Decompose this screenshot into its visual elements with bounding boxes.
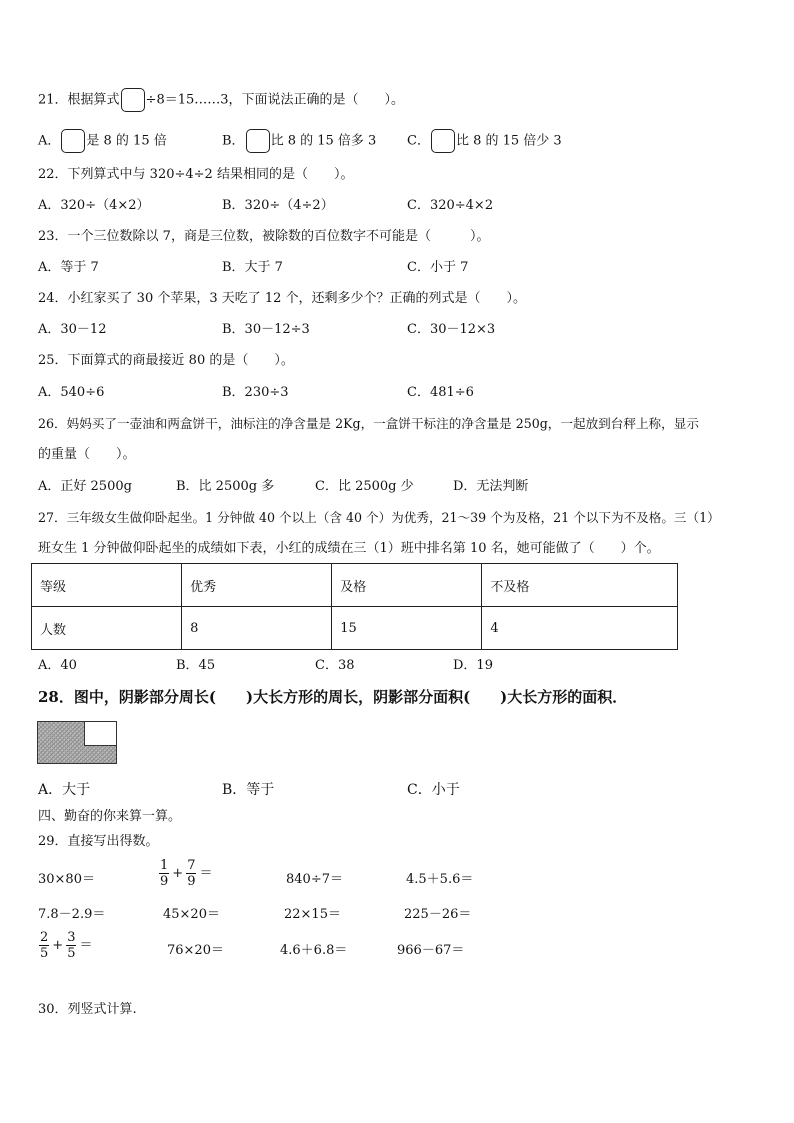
table-cell: 优秀 <box>182 564 332 607</box>
q28-option-a[interactable]: A．大于 <box>38 782 91 798</box>
fraction: $\frac{3}{5}$ <box>67 930 76 961</box>
q24-option-c[interactable]: C．30－12×3 <box>407 322 496 337</box>
table-cell: 15 <box>332 607 482 650</box>
q26-stem-line1: 26．妈妈买了一壶油和两盒饼干，油标注的净含量是 2Kg，一盒饼干标注的净含量是 250g，一起放到台秤上称，显示 <box>38 416 699 431</box>
table-row <box>32 607 678 650</box>
q26-option-c[interactable]: C．比 2500g 少 <box>315 479 414 494</box>
q28-option-c[interactable]: C．小于 <box>407 782 460 798</box>
table-cell: 等级 <box>32 564 182 607</box>
q24-stem: 24．小红家买了 30 个苹果，3 天吃了 12 个，还剩多少个？正确的列式是（ ）。 <box>38 291 527 306</box>
q27-option-c[interactable]: C．38 <box>315 658 355 673</box>
q21-option-a[interactable]: A． 是 8 的 15 倍 <box>38 129 167 153</box>
q26-stem-line2: 的重量（ ）。 <box>38 447 136 462</box>
calc-item: 7.8－2.9＝ <box>38 907 106 922</box>
q25-option-a[interactable]: A．540÷6 <box>38 385 105 400</box>
q28-stem: 28．图中，阴影部分周长( )大长方形的周长，阴影部分面积( )大长方形的面积． <box>38 688 628 706</box>
q23-option-a[interactable]: A．等于 7 <box>38 260 99 275</box>
answer-box <box>246 129 270 153</box>
q29-stem: 29．直接写出得数。 <box>38 834 159 849</box>
calc-item: 76×20＝ <box>167 943 224 958</box>
q22-option-c[interactable]: C．320÷4×2 <box>407 198 494 213</box>
q26-option-b[interactable]: B．比 2500g 多 <box>176 479 275 494</box>
q24-option-a[interactable]: A．30－12 <box>38 322 107 337</box>
q22-option-a[interactable]: A．320÷（4×2） <box>38 198 150 213</box>
calc-item: 22×15＝ <box>284 907 341 922</box>
table-cell: 人数 <box>32 607 182 650</box>
q26-option-a[interactable]: A．正好 2500g <box>38 479 132 494</box>
q28-option-b[interactable]: B．等于 <box>222 782 275 798</box>
q23-stem: 23．一个三位数除以 7，商是三位数，被除数的百位数字不可能是（ ）。 <box>38 229 490 244</box>
calc-item: 45×20＝ <box>163 907 220 922</box>
q22-stem: 22．下列算式中与 320÷4÷2 结果相同的是（ ）。 <box>38 167 354 182</box>
q27-option-a[interactable]: A．40 <box>38 658 77 673</box>
answer-box <box>61 129 85 153</box>
q22-option-b[interactable]: B．320÷（4÷2） <box>222 198 334 213</box>
q27-stem-line2: 班女生 1 分钟做仰卧起坐的成绩如下表，小红的成绩在三（1）班中排名第 10 名，她可能做了（ ）个。 <box>38 541 660 556</box>
q24-option-b[interactable]: B．30－12÷3 <box>222 322 310 337</box>
q25-option-b[interactable]: B．230÷3 <box>222 385 289 400</box>
q27-option-b[interactable]: B．45 <box>176 658 216 673</box>
answer-box <box>121 88 145 112</box>
answer-box <box>431 129 455 153</box>
q27-stem-line1: 27．三年级女生做仰卧起坐。1 分钟做 40 个以上（含 40 个）为优秀，21～39 个为及格，21 个以下为不及格。三（1） <box>38 510 720 525</box>
q23-option-b[interactable]: B．大于 7 <box>222 260 283 275</box>
calc-item: 966－67＝ <box>397 943 465 958</box>
q26-option-d[interactable]: D．无法判断 <box>453 479 529 494</box>
q27-option-d[interactable]: D．19 <box>453 658 493 673</box>
table-cell: 4 <box>482 607 678 650</box>
q25-option-c[interactable]: C．481÷6 <box>407 385 474 400</box>
section-heading: 四、勤奋的你来算一算。 <box>38 809 182 824</box>
q30-stem: 30．列竖式计算. <box>38 1002 137 1017</box>
calc-item: 4.5＋5.6＝ <box>406 872 474 887</box>
calc-item: 30×80＝ <box>38 872 95 887</box>
fraction: $\frac{1}{9}$ <box>160 858 169 889</box>
fraction: $\frac{2}{5}$ <box>40 930 49 961</box>
q21-stem: 21．根据算式 ÷8＝15……3，下面说法正确的是（ ）。 <box>38 88 404 112</box>
calc-fraction-item: $\frac{1}{9}$ + $\frac{7}{9}$ ＝ <box>160 858 213 889</box>
table-cell: 不及格 <box>482 564 678 607</box>
fraction: $\frac{7}{9}$ <box>187 858 196 889</box>
table-cell: 8 <box>182 607 332 650</box>
calc-item: 840÷7＝ <box>286 872 343 887</box>
table-cell: 及格 <box>332 564 482 607</box>
q25-stem: 25．下面算式的商最接近 80 的是（ ）。 <box>38 353 294 368</box>
q21-option-c[interactable]: C． 比 8 的 15 倍少 3 <box>407 129 562 153</box>
grades-table <box>31 563 678 650</box>
table-row <box>32 564 678 607</box>
calc-item: 4.6＋6.8＝ <box>280 943 348 958</box>
calc-fraction-item: $\frac{2}{5}$ + $\frac{3}{5}$ ＝ <box>40 930 93 961</box>
shaded-rectangle-figure <box>37 721 117 764</box>
q21-option-b[interactable]: B． 比 8 的 15 倍多 3 <box>222 129 376 153</box>
q23-option-c[interactable]: C．小于 7 <box>407 260 469 275</box>
calc-item: 225－26＝ <box>404 907 472 922</box>
unshaded-corner <box>84 721 117 746</box>
